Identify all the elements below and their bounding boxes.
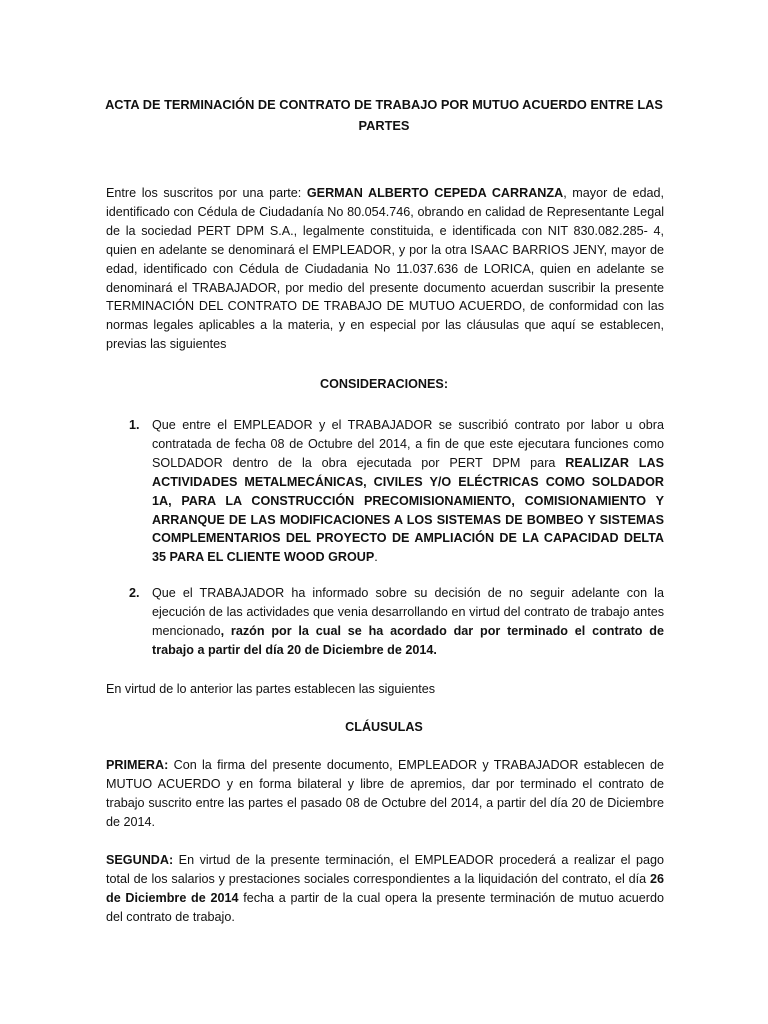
intro-text-start: Entre los suscritos por una parte: [106, 186, 307, 200]
transition-text: En virtud de lo anterior las partes establecen las siguientes [106, 682, 436, 696]
intro-paragraph [106, 184, 664, 354]
clause-text-2: En virtud de la presente terminación, el EMPLEADOR procederá a realizar el pago total de los salarios y prestaciones sociales correspondientes a la liquidación del contrato, el día [106, 853, 664, 886]
consideration-bold-2: , razón por la cual se ha acordado dar por terminado el contrato de trabajo a partir del día 20 de Diciembre de 2014. [152, 623, 664, 657]
consideration-number-1: 1. [129, 418, 140, 432]
clause-bold-2: 26 de Diciembre de 2014 [106, 871, 664, 905]
consideration-body-2: Que el TRABAJADOR ha informado sobre su decisión de no seguir adelante con la ejecución de las actividades que venia desarrollando en virtud del contrato de trabajo antes mencionado [152, 586, 664, 638]
consideration-body-1: Que entre el EMPLEADOR y el TRABAJADOR se suscribió contrato por labor u obra contratada de fecha 08 de Octubre del 2014, a fin de que este ejecutara funciones como SOLDADOR dentro de la obra ejecutada por PERT DPM para [152, 418, 664, 470]
consideration-text-1 [152, 416, 664, 567]
intro-text-rest: , mayor de edad, identificado con Cédula de Ciudadanía No 80.054.746, obrando en calidad de Representante Legal de la sociedad PERT DPM S.A., legalmente constituida, e identificada con NIT 830.082.285- 4, quien en adelante se denominará el EMPLEADOR, y por la otra ISAAC BARRIOS JENY, mayor de edad, identificado con Cédula de Ciudadania No 11.037.636 de LORICA, quien en adelante se denominará el TRABAJADOR, por medio del presente documento acuerdan suscribir la presente TERMINACIÓN DEL CONTRATO DE TRABAJO DE MUTUO ACUERDO, de conformidad con las normas legales aplicables a la materia, y en especial por las cláusulas que aquí se establecen, previas las siguientes [106, 186, 665, 352]
clause-primera [106, 756, 664, 832]
clause-text-1: Con la firma del presente documento, EMPLEADOR y TRABAJADOR establecen de MUTUO ACUERDO y en forma bilateral y libre de apremios, dar por terminado el contrato de trabajo suscrito entre las partes el pasado 08 de Octubre del 2014, a partir del día 20 de Diciembre de 2014. [106, 758, 664, 829]
representative-name: GERMAN ALBERTO CEPEDA CARRANZA [306, 186, 564, 200]
consideration-text-2 [152, 584, 664, 660]
considerations-heading: CONSIDERACIONES: [319, 377, 449, 391]
clause-label-2: SEGUNDA: [106, 853, 174, 867]
consideration-after-1: . [374, 550, 378, 565]
consideration-item-2 [129, 584, 664, 660]
consideration-item-1 [129, 416, 664, 567]
consideration-bold-1: REALIZAR LAS ACTIVIDADES METALMECÁNICAS, CIVILES Y/O ELÉCTRICAS COMO SOLDADOR 1A, PARA LA CONSTRUCCIÓN PRECOMISIONAMIENTO, COMISIONAMIENTO Y ARRANQUE DE LAS MODIFICACIONES A LOS SISTEMAS DE BOMBEO Y SISTEMAS COMPLEMENTARIOS DEL PROYECTO DE AMPLIACIÓN DE LA CAPACIDAD DELTA 35 PARA EL CLIENTE WOOD GROUP [152, 455, 664, 565]
document-title: ACTA DE TERMINACIÓN DE CONTRATO DE TRABAJO POR MUTUO ACUERDO ENTRE LAS PARTES [105, 97, 663, 133]
consideration-number-2: 2. [129, 586, 140, 600]
clause-label-1: PRIMERA: [106, 758, 169, 772]
clause-after-2: fecha a partir de la cual opera la presente terminación de mutuo acuerdo del contrato de trabajo. [106, 890, 665, 924]
clauses-heading: CLÁUSULAS [345, 720, 423, 734]
clause-segunda [106, 851, 664, 927]
